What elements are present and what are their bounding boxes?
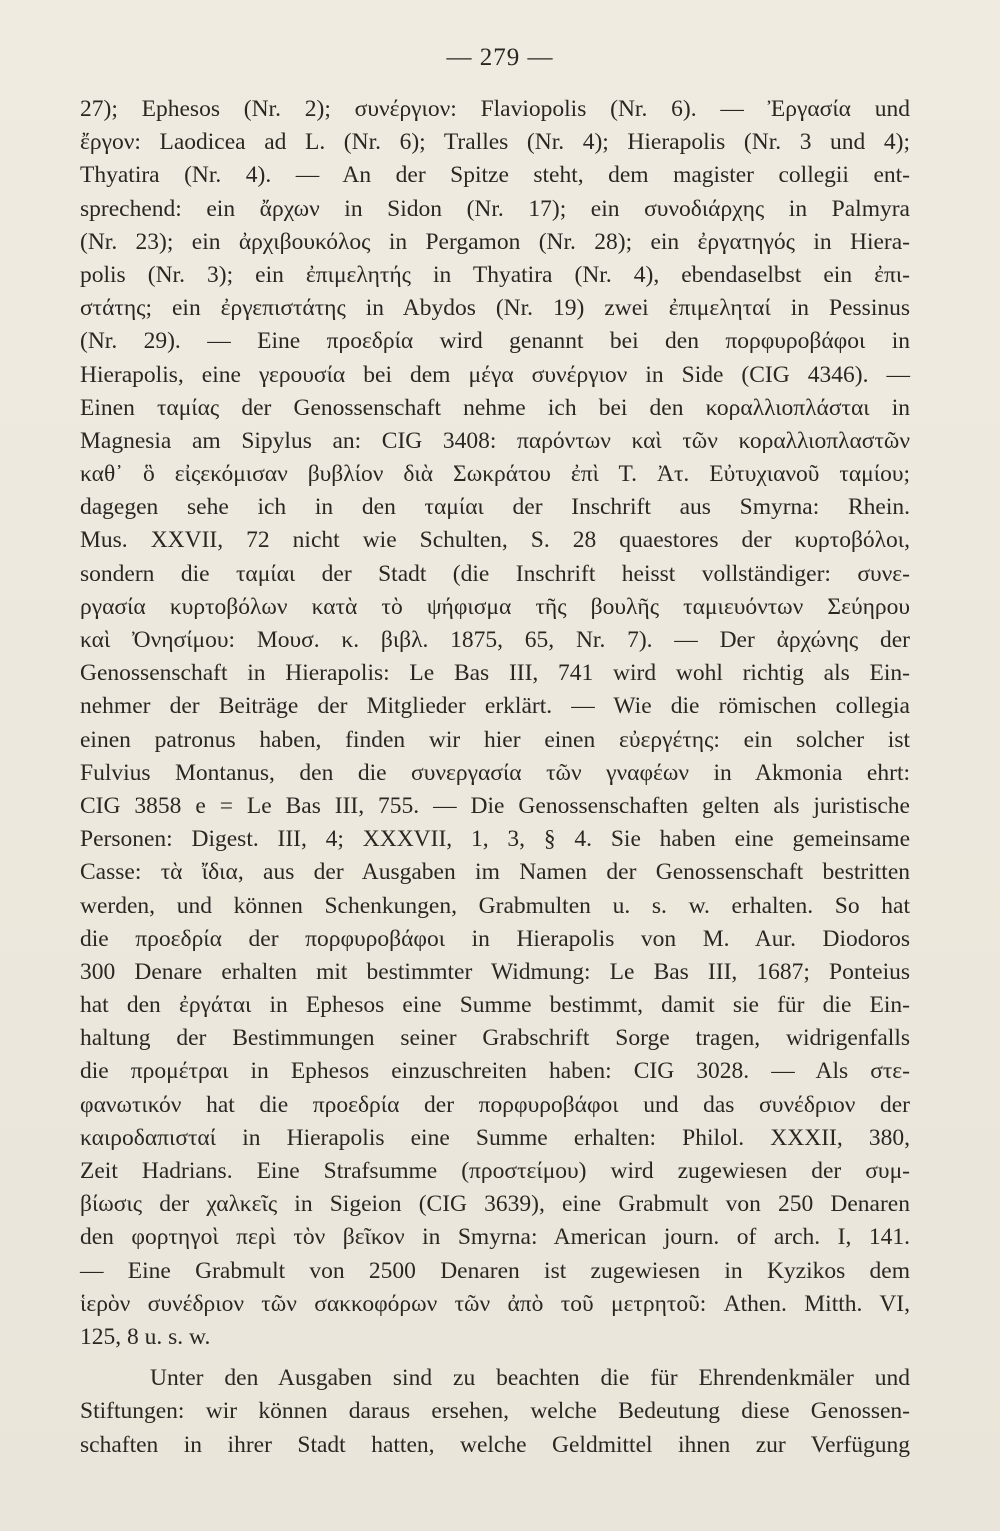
text-line: (Nr. 29). — Eine προεδρία wird genannt bei den πορφυροβάφοι in [80, 328, 910, 355]
text-line: ργασία κυρτοβόλων κατὰ τὸ ψήφισμα τῆς βουλῆς ταμιευόντων Σεύηρου [80, 593, 910, 620]
text-line: Magnesia am Sipylus an: CIG 3408: παρόντων καὶ τῶν κοραλλιοπλαστῶν [80, 427, 910, 454]
text-line: — Eine Grabmult von 2500 Denaren ist zugewiesen in Kyzikos dem [80, 1257, 910, 1284]
text-line: polis (Nr. 3); ein ἐπιμελητής in Thyatira (Nr. 4), ebendaselbst ein ἐπι- [80, 261, 910, 288]
text-line: dagegen sehe ich in den ταμίαι der Inschrift aus Smyrna: Rhein. [80, 494, 910, 521]
text-line: schaften in ihrer Stadt hatten, welche Geldmittel ihnen zur Verfügung [80, 1431, 910, 1458]
paragraph-2 [80, 1362, 910, 1462]
text-line: hat den ἐργάται in Ephesos eine Summe bestimmt, damit sie für die Ein- [80, 992, 910, 1019]
text-line: Fulvius Montanus, den die συνεργασία τῶν γναφέων in Akmonia ehrt: [80, 759, 910, 786]
text-line: nehmer der Beiträge der Mitglieder erklärt. — Wie die römischen collegia [80, 693, 910, 720]
text-line: CIG 3858 e = Le Bas III, 755. — Die Genossenschaften gelten als juristische [80, 792, 910, 819]
text-line: Personen: Digest. III, 4; XXXVII, 1, 3, § 4. Sie haben eine gemeinsame [80, 826, 910, 853]
text-line: 125, 8 u. s. w. [80, 1323, 211, 1350]
text-line: sondern die ταμίαι der Stadt (die Inschrift heisst vollständiger: συνε- [80, 560, 910, 587]
text-line: καὶ Ὀνησίμου: Μουσ. κ. βιβλ. 1875, 65, Nr. 7). — Der ἀρχώνης der [80, 627, 910, 653]
page-number: — 279 — [446, 44, 554, 71]
text-line: ἔργον: Laodicea ad L. (Nr. 6); Tralles (Nr. 4); Hierapolis (Nr. 3 und 4); [80, 129, 910, 156]
text-line: (Nr. 23); ein ἀρχιβουκόλος in Pergamon (Nr. 28); ein ἐργατηγός in Hiera- [80, 228, 910, 255]
text-line: στάτης; ein ἐργεπιστάτης in Abydos (Nr. 19) zwei ἐπιμεληταί in Pessinus [80, 295, 910, 322]
text-line: Stiftungen: wir können daraus ersehen, welche Bedeutung diese Genossen- [80, 1398, 910, 1425]
text-line: 300 Denare erhalten mit bestimmter Widmung: Le Bas III, 1687; Ponteius [80, 958, 910, 985]
text-line: φανωτικόν hat die προεδρία der πορφυροβάφοι und das συνέδριον der [80, 1091, 910, 1118]
text-line: sprechend: ein ἄρχων in Sidon (Nr. 17); ein συνοδιάρχης in Palmyra [80, 195, 910, 222]
text-line: einen patronus haben, finden wir hier einen εὐεργέτης: ein solcher ist [80, 726, 910, 753]
text-line: καθ᾽ ὃ εἰςεκόμισαν βυβλίον διὰ Σωκράτου ἐπὶ Τ. Ἀτ. Εὐτυχιανοῦ ταμίου; [80, 461, 910, 488]
text-line: Unter den Ausgaben sind zu beachten die für Ehrendenkmäler und [150, 1365, 910, 1392]
text-line: den φορτηγοὶ περὶ τὸν βεῖκον in Smyrna: American journ. of arch. I, 141. [80, 1224, 910, 1251]
text-line: Hierapolis, eine γερουσία bei dem μέγα συνέργιον in Side (CIG 4346). — [80, 361, 910, 388]
text-line: werden, und können Schenkungen, Grabmulten u. s. w. erhalten. So hat [80, 892, 910, 919]
text-line: βίωσις der χαλκεῖς in Sigeion (CIG 3639), eine Grabmult von 250 Denaren [80, 1191, 910, 1218]
text-line: ἱερὸν συνέδριον τῶν σακκοφόρων τῶν ἀπὸ τοῦ μετρητοῦ: Athen. Mitth. VI, [80, 1290, 910, 1317]
text-line: Zeit Hadrians. Eine Strafsumme (προστείμου) wird zugewiesen der συμ- [80, 1158, 910, 1184]
text-line: 27); Ephesos (Nr. 2); συνέργιον: Flaviopolis (Nr. 6). — Ἐργασία und [80, 96, 910, 122]
text-line: die προμέτραι in Ephesos einzuschreiten haben: CIG 3028. — Als στε- [80, 1058, 910, 1085]
text-line: haltung der Bestimmungen seiner Grabschrift Sorge tragen, widrigenfalls [80, 1025, 910, 1052]
text-line: καιροδαπισταί in Hierapolis eine Summe erhalten: Philol. XXXII, 380, [80, 1124, 910, 1151]
text-line: Thyatira (Nr. 4). — An der Spitze steht, dem magister collegii ent- [80, 162, 910, 189]
text-line: Mus. XXVII, 72 nicht wie Schulten, S. 28 quaestores der κυρτοβόλοι, [80, 527, 910, 554]
text-line: Genossenschaft in Hierapolis: Le Bas III, 741 wird wohl richtig als Ein- [80, 660, 910, 687]
body-text [80, 93, 910, 1462]
paragraph-1 [80, 93, 910, 1354]
text-line: Einen ταμίας der Genossenschaft nehme ich bei den κοραλλιοπλάσται in [80, 394, 910, 421]
text-line: Casse: τὰ ἴδια, aus der Ausgaben im Namen der Genossenschaft bestritten [80, 859, 910, 886]
text-line: die προεδρία der πορφυροβάφοι in Hierapolis von M. Aur. Diodoros [80, 925, 910, 952]
